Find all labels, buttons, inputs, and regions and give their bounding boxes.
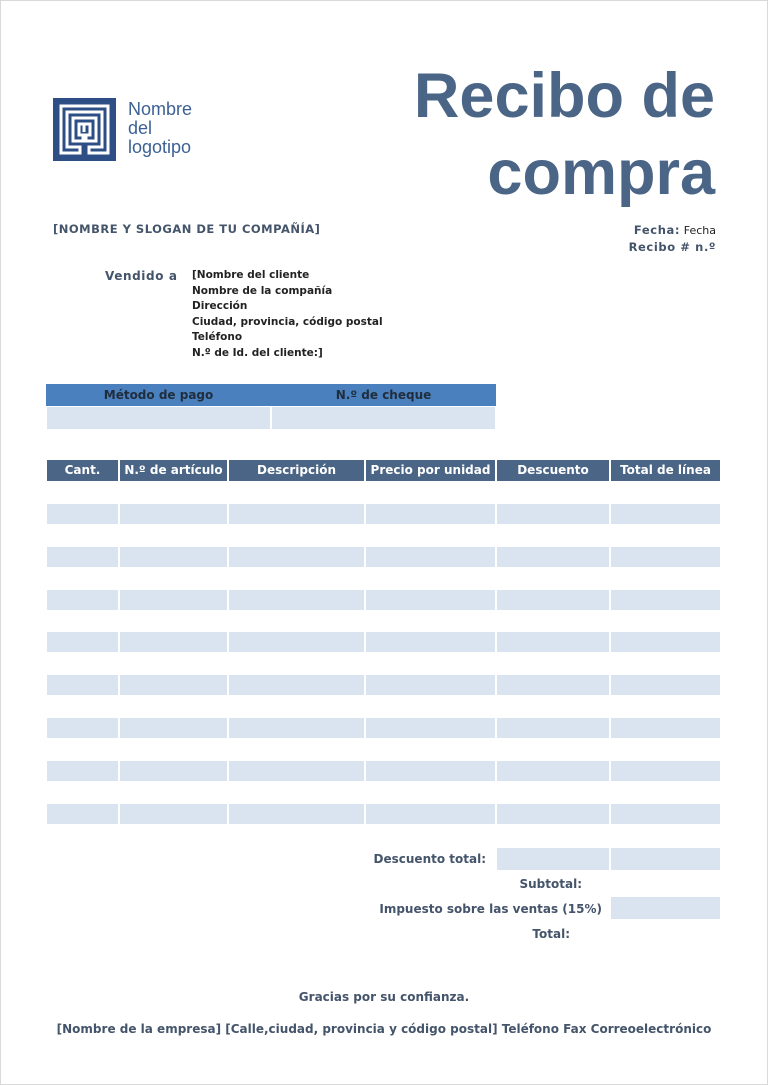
item-number-cell[interactable]: [120, 547, 227, 567]
line-total-cell[interactable]: [611, 761, 720, 781]
line-total-cell[interactable]: [611, 504, 720, 524]
unit-price-cell[interactable]: [366, 718, 495, 738]
line-total-header: Total de línea: [611, 460, 720, 481]
line-total-cell[interactable]: [611, 590, 720, 610]
check-number-header: N.º de cheque: [335, 388, 432, 402]
qty-cell[interactable]: [47, 632, 118, 652]
unit-price-cell[interactable]: [366, 675, 495, 695]
client-name: [Nombre del cliente: [192, 269, 310, 281]
total-label: Total:: [532, 927, 570, 941]
qty-cell[interactable]: [47, 504, 118, 524]
line-total-cell[interactable]: [611, 718, 720, 738]
unit-price-cell[interactable]: [366, 632, 495, 652]
page-title: Recibo de compra: [413, 61, 715, 208]
client-id: N.º de Id. del cliente:]: [192, 346, 323, 359]
total-discount-cell[interactable]: [497, 848, 609, 870]
qty-cell[interactable]: [47, 718, 118, 738]
total-discount-line-cell[interactable]: [611, 848, 720, 870]
qty-header: Cant.: [47, 460, 118, 481]
description-header: Descripción: [229, 460, 364, 481]
qty-cell[interactable]: [47, 590, 118, 610]
thanks-message: Gracias por su confianza.: [298, 990, 470, 1004]
payment-method-cell[interactable]: [47, 407, 270, 429]
item-number-cell[interactable]: [120, 590, 227, 610]
date-label: Fecha:: [633, 223, 681, 237]
description-cell[interactable]: [229, 632, 364, 652]
sales-tax-cell[interactable]: [611, 897, 720, 919]
item-number-header: N.º de artículo: [120, 460, 227, 481]
discount-cell[interactable]: [497, 761, 609, 781]
discount-header: Descuento: [497, 460, 609, 481]
date-value[interactable]: Fecha: [683, 224, 716, 237]
discount-cell[interactable]: [497, 675, 609, 695]
item-number-cell[interactable]: [120, 718, 227, 738]
unit-price-header: Precio por unidad: [366, 460, 495, 481]
maze-logo-icon: [53, 98, 116, 161]
item-number-cell[interactable]: [120, 761, 227, 781]
client-address: Dirección: [192, 300, 248, 313]
line-total-cell[interactable]: [611, 547, 720, 567]
discount-cell[interactable]: [497, 632, 609, 652]
receipt-number-label[interactable]: Recibo # n.º: [628, 240, 716, 254]
client-city: Ciudad, provincia, código postal: [192, 315, 383, 328]
item-number-cell[interactable]: [120, 675, 227, 695]
check-number-cell[interactable]: [272, 407, 495, 429]
line-total-cell[interactable]: [611, 632, 720, 652]
footer-contact: [Nombre de la empresa] [Calle,ciudad, provincia y código postal] Teléfono Fax Correoelectrónico: [56, 1022, 712, 1036]
unit-price-cell[interactable]: [366, 804, 495, 824]
discount-cell[interactable]: [497, 590, 609, 610]
payment-table-header: [46, 384, 496, 406]
qty-cell[interactable]: [47, 547, 118, 567]
client-info[interactable]: [192, 268, 383, 362]
unit-price-cell[interactable]: [366, 504, 495, 524]
description-cell[interactable]: [229, 718, 364, 738]
item-number-cell[interactable]: [120, 632, 227, 652]
discount-cell[interactable]: [497, 718, 609, 738]
description-cell[interactable]: [229, 590, 364, 610]
description-cell[interactable]: [229, 504, 364, 524]
payment-method-header: Método de pago: [103, 388, 214, 402]
line-total-cell[interactable]: [611, 804, 720, 824]
discount-cell[interactable]: [497, 547, 609, 567]
item-number-cell[interactable]: [120, 804, 227, 824]
discount-cell[interactable]: [497, 504, 609, 524]
qty-cell[interactable]: [47, 675, 118, 695]
qty-cell[interactable]: [47, 804, 118, 824]
unit-price-cell[interactable]: [366, 761, 495, 781]
description-cell[interactable]: [229, 804, 364, 824]
unit-price-cell[interactable]: [366, 590, 495, 610]
logo-name: Nombre del logotipo: [128, 99, 193, 157]
discount-cell[interactable]: [497, 804, 609, 824]
line-total-cell[interactable]: [611, 675, 720, 695]
item-number-cell[interactable]: [120, 504, 227, 524]
sales-tax-label: Impuesto sobre las ventas (15%): [379, 902, 602, 916]
total-discount-label: Descuento total:: [373, 852, 486, 866]
receipt-meta: [629, 222, 716, 256]
client-phone: Teléfono: [192, 331, 243, 344]
description-cell[interactable]: [229, 761, 364, 781]
subtotal-label: Subtotal:: [519, 877, 582, 891]
qty-cell[interactable]: [47, 761, 118, 781]
company-slogan: [NOMBRE Y SLOGAN DE TU COMPAÑÍA]: [53, 222, 321, 236]
description-cell[interactable]: [229, 675, 364, 695]
sold-to-label: Vendido a: [105, 269, 178, 283]
description-cell[interactable]: [229, 547, 364, 567]
unit-price-cell[interactable]: [366, 547, 495, 567]
client-company: Nombre de la compañía: [192, 284, 333, 297]
